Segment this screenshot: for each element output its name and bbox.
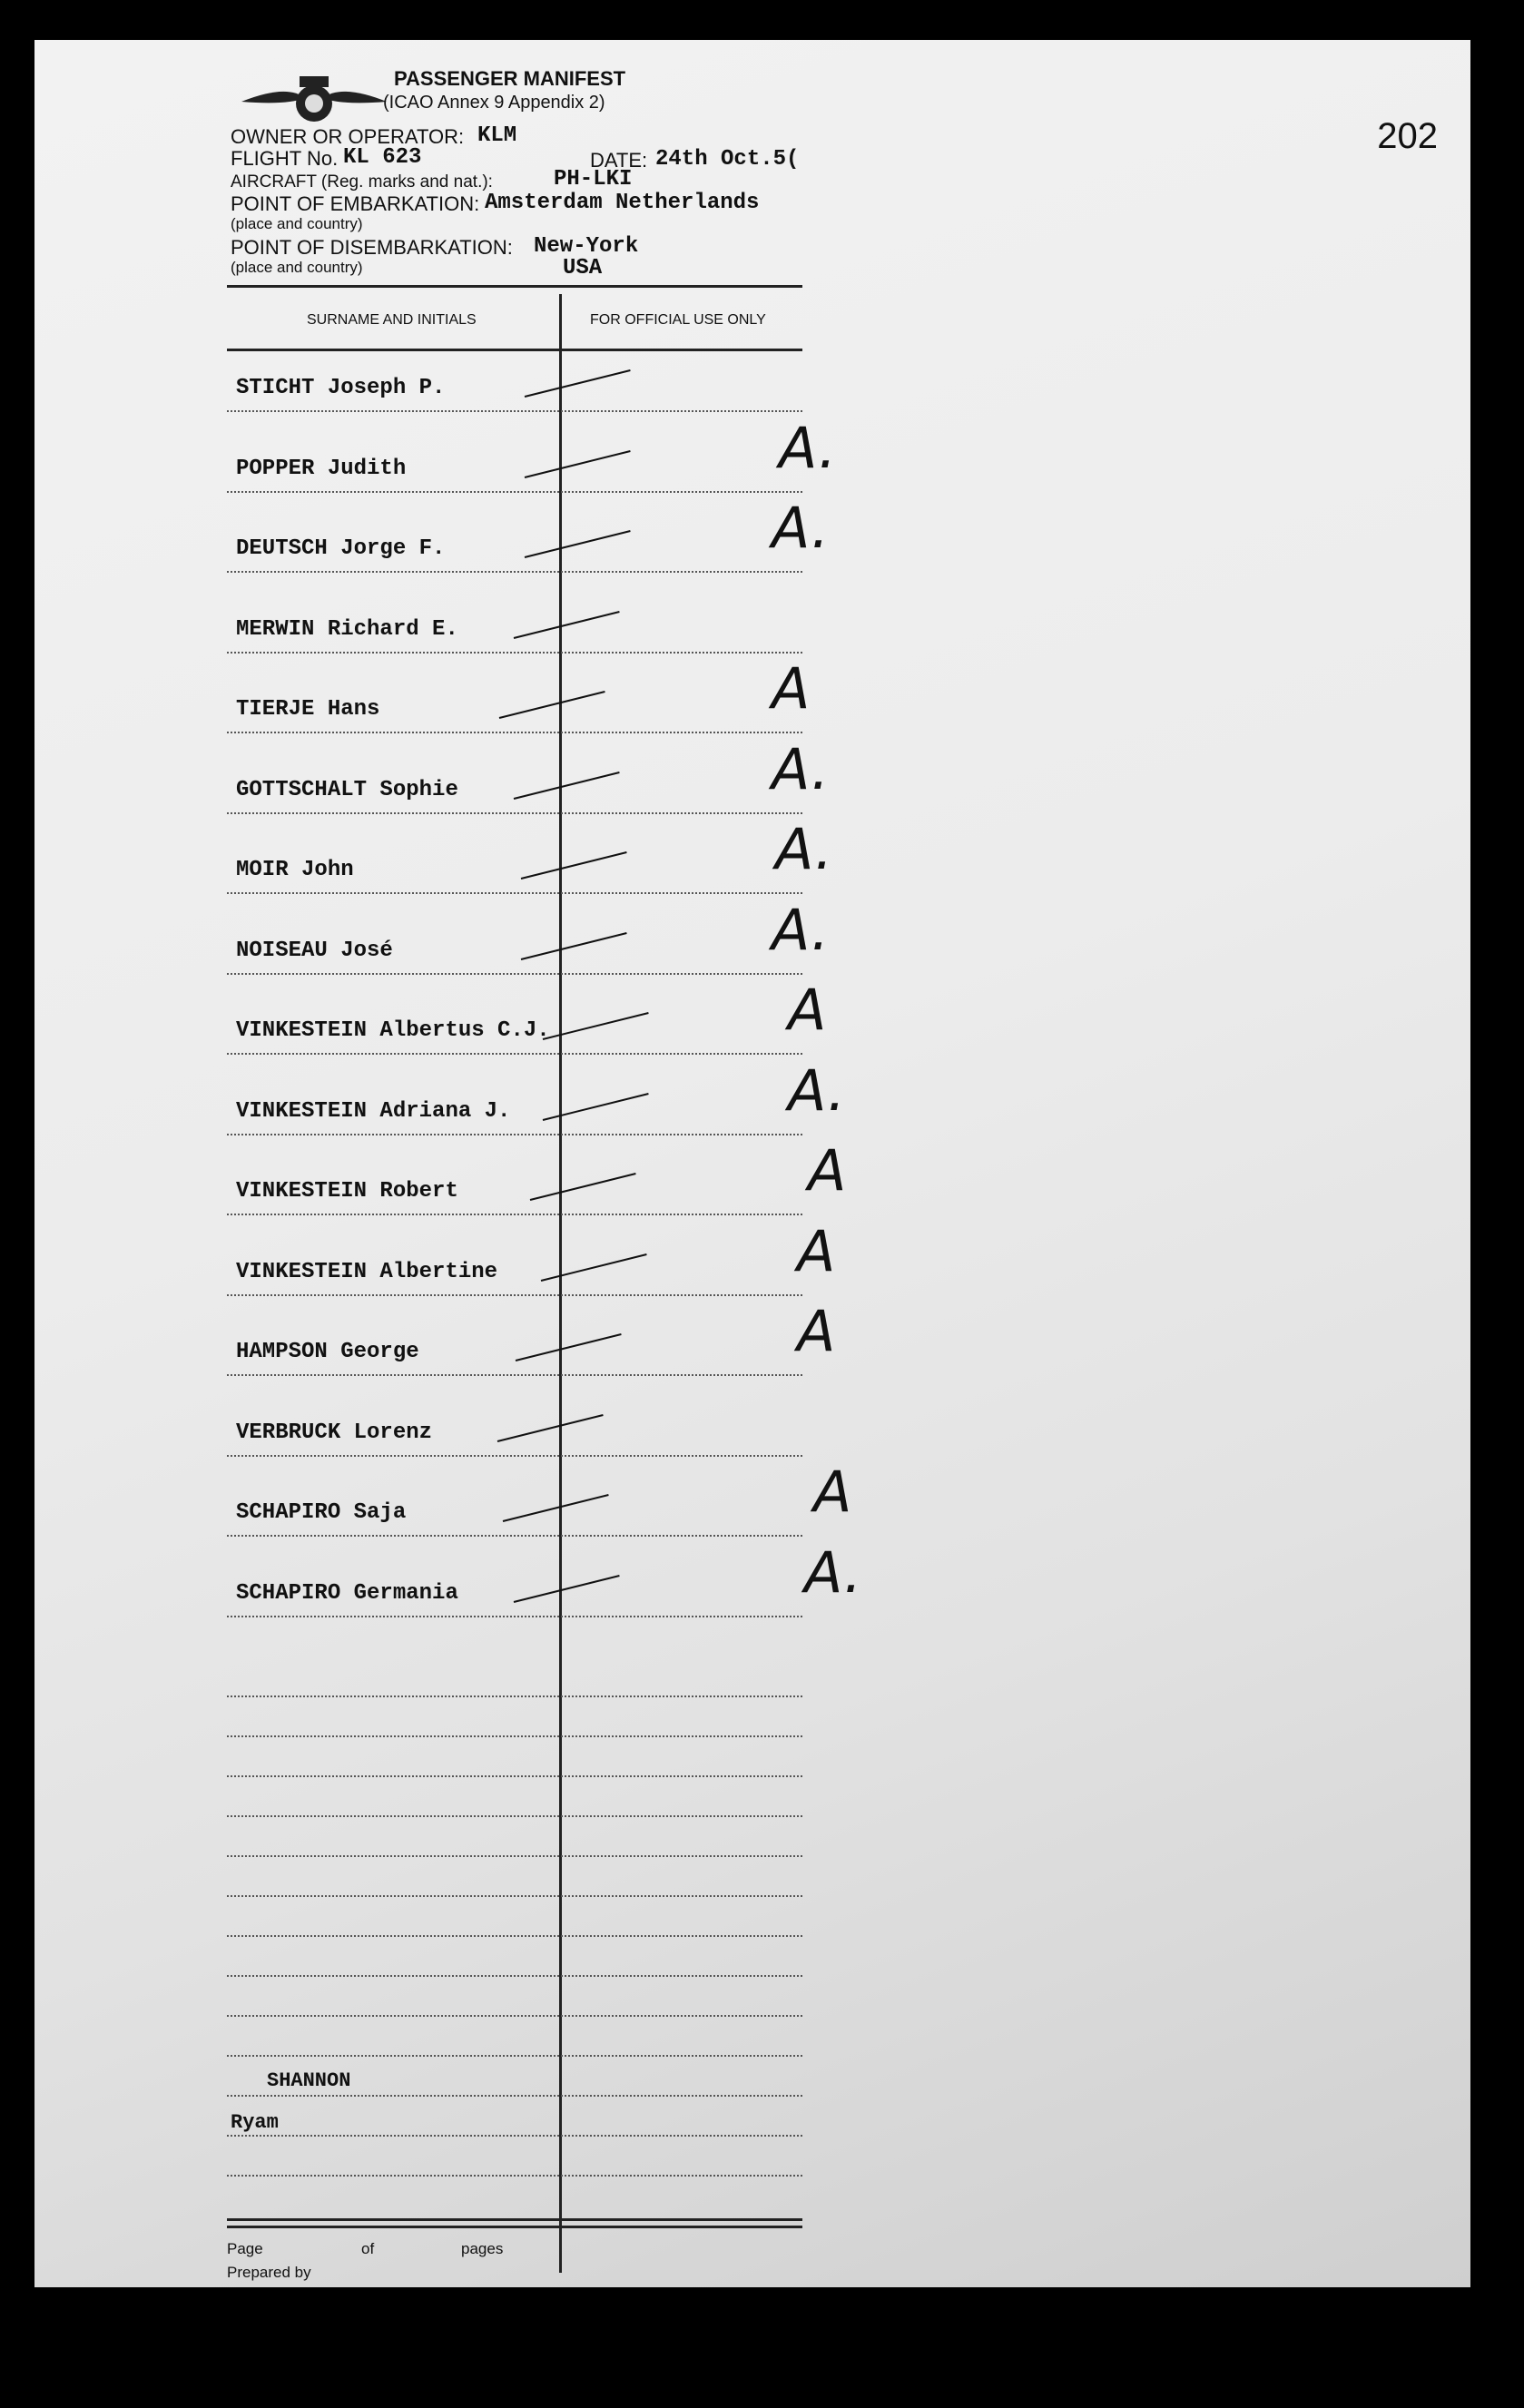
passenger-name: VERBRUCK Lorenz [236, 1420, 433, 1445]
check-stroke [525, 449, 631, 477]
blank-row-rule [227, 1735, 802, 1737]
passenger-name: GOTTSCHALT Sophie [236, 777, 458, 802]
date-value: 24th Oct.5( [655, 147, 800, 172]
check-stroke [525, 369, 631, 398]
crew-name-1: SHANNON [267, 2069, 351, 2092]
check-stroke [514, 771, 620, 799]
page-number: 202 [1377, 116, 1438, 156]
official-mark: A [813, 1459, 852, 1525]
check-stroke [497, 1413, 604, 1441]
aircraft-label: AIRCRAFT (Reg. marks and nat.): [231, 172, 493, 192]
blank-row-rule [227, 2135, 802, 2137]
blank-row-rule [227, 2175, 802, 2177]
blank-row-rule [227, 1935, 802, 1937]
embark-label: POINT OF EMBARKATION: [231, 192, 480, 215]
check-stroke [530, 1173, 636, 1201]
row-rule [227, 1616, 802, 1617]
passenger-name: HAMPSON George [236, 1340, 419, 1364]
header-rule-top [227, 285, 802, 288]
official-mark: A [797, 1217, 836, 1284]
footer-rule-1 [227, 2218, 802, 2221]
flight-value: KL 623 [343, 145, 422, 170]
owner-label: OWNER OR OPERATOR: [231, 125, 465, 148]
row-rule [227, 491, 802, 493]
blank-row-rule [227, 2015, 802, 2017]
check-stroke [503, 1494, 609, 1522]
official-mark: A [808, 1137, 847, 1204]
passenger-name: TIERJE Hans [236, 697, 380, 722]
disembark-value-1: New-York [534, 234, 639, 259]
date-label: DATE: [590, 149, 648, 172]
blank-row-rule [227, 1815, 802, 1817]
footer-page-label: Page [227, 2240, 263, 2257]
disembark-hint: (place and country) [231, 259, 363, 276]
official-mark: A. [775, 816, 833, 882]
owner-value: KLM [477, 123, 517, 148]
row-rule [227, 410, 802, 412]
blank-row-rule [227, 1895, 802, 1897]
row-rule [227, 571, 802, 573]
footer-pages-label: pages [461, 2240, 504, 2257]
check-stroke [514, 1574, 620, 1602]
check-stroke [516, 1333, 622, 1361]
passenger-name: SCHAPIRO Germania [236, 1580, 458, 1606]
disembark-label: POINT OF DISEMBARKATION: [231, 236, 513, 259]
official-mark: A. [779, 414, 837, 481]
row-rule [227, 1455, 802, 1457]
row-rule [227, 732, 802, 733]
official-mark: A. [788, 1057, 846, 1124]
manifest-subtitle: (ICAO Annex 9 Appendix 2) [383, 93, 605, 113]
blank-row-rule [227, 1975, 802, 1977]
check-stroke [525, 530, 631, 558]
passenger-name: MOIR John [236, 858, 354, 882]
disembark-value-2: USA [563, 256, 603, 280]
blank-row-rule [227, 1695, 802, 1697]
passenger-name: NOISEAU José [236, 938, 393, 963]
blank-row-rule [227, 1855, 802, 1857]
row-rule [227, 1053, 802, 1055]
row-rule [227, 892, 802, 894]
passenger-name: VINKESTEIN Albertus C.J. [236, 1018, 550, 1043]
passenger-name: POPPER Judith [236, 456, 407, 481]
flight-label: FLIGHT No. [231, 147, 339, 170]
row-rule [227, 652, 802, 654]
row-rule [227, 973, 802, 975]
row-rule [227, 1294, 802, 1296]
check-stroke [499, 691, 605, 719]
embark-value: Amsterdam Netherlands [485, 191, 760, 215]
footer-prepared-label: Prepared by [227, 2264, 311, 2281]
row-rule [227, 1535, 802, 1537]
row-rule [227, 1134, 802, 1135]
check-stroke [521, 931, 627, 959]
row-rule [227, 1214, 802, 1215]
check-stroke [541, 1253, 647, 1281]
passenger-name: DEUTSCH Jorge F. [236, 536, 446, 561]
official-mark: A [788, 977, 827, 1043]
crew-name-2: Ryam [231, 2111, 279, 2134]
check-stroke [521, 851, 627, 880]
footer-of-label: of [361, 2240, 375, 2257]
passenger-name: STICHT Joseph P. [236, 376, 446, 400]
klm-crown-logo [232, 65, 396, 133]
row-rule [227, 1374, 802, 1376]
embark-hint: (place and country) [231, 215, 363, 232]
passenger-name: MERWIN Richard E. [236, 616, 458, 642]
official-mark: A. [772, 735, 830, 802]
official-mark: A [797, 1298, 836, 1364]
passenger-name: VINKESTEIN Robert [236, 1179, 458, 1204]
official-mark: A [772, 655, 811, 722]
passenger-name: VINKESTEIN Albertine [236, 1259, 498, 1284]
footer-rule-2 [227, 2226, 802, 2228]
surname-column-header: SURNAME AND INITIALS [307, 312, 477, 328]
passenger-name: VINKESTEIN Adriana J. [236, 1098, 511, 1124]
check-stroke [514, 610, 620, 638]
aircraft-value: PH-LKI [554, 167, 633, 192]
blank-row-rule [227, 1775, 802, 1777]
blank-row-rule [227, 2055, 802, 2057]
official-mark: A. [772, 495, 830, 561]
manifest-title: PASSENGER MANIFEST [394, 67, 626, 90]
blank-row-rule [227, 2095, 802, 2097]
official-mark: A. [804, 1538, 862, 1606]
header-rule-bottom [227, 349, 802, 351]
official-column-header: FOR OFFICIAL USE ONLY [590, 312, 766, 328]
row-rule [227, 812, 802, 814]
manifest-sheet [34, 40, 1470, 2287]
official-mark: A. [772, 896, 830, 963]
passenger-name: SCHAPIRO Saja [236, 1500, 407, 1525]
